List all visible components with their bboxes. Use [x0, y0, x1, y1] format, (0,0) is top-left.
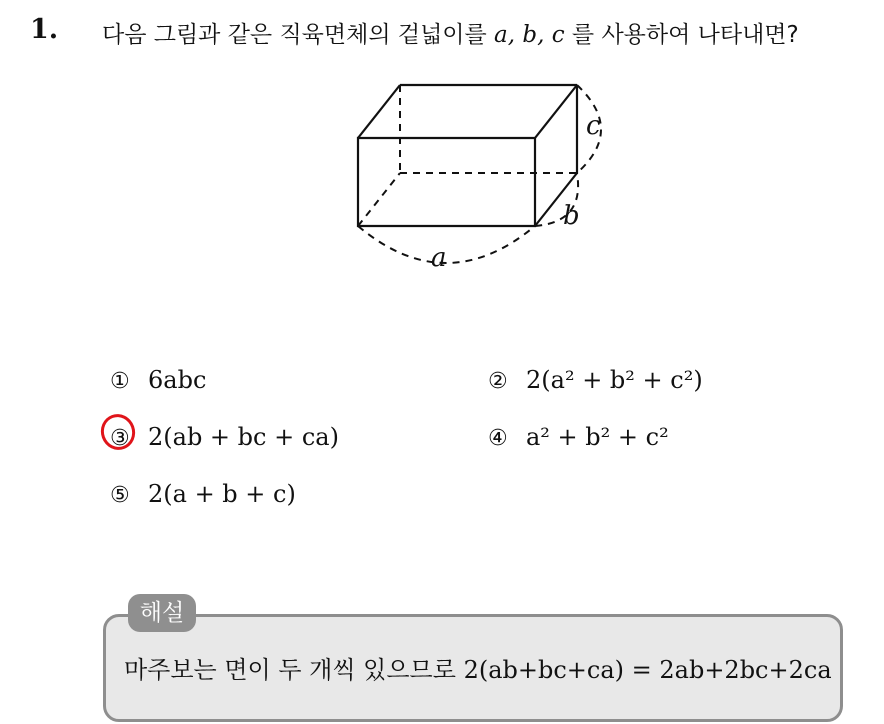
choice-4-mark: ④: [488, 426, 508, 451]
choice-3-mark: ③: [110, 426, 130, 451]
question-variables: a, b, c: [494, 22, 565, 48]
solution-expr: 2(ab+bc+ca) = 2ab+2bc+2ca: [463, 656, 832, 684]
choice-1-expr: 6abc: [148, 366, 207, 394]
choice-3[interactable]: [110, 423, 339, 451]
choice-4-expr: a² + b² + c²: [526, 423, 669, 451]
question-text-before: 다음 그림과 같은 직육면체의 겉넓이를: [102, 22, 487, 48]
choice-1[interactable]: [110, 366, 206, 394]
choice-2[interactable]: [488, 366, 703, 394]
solution-tag: 해설: [128, 594, 196, 632]
question-number: 1.: [30, 14, 59, 45]
choice-3-expr: 2(ab + bc + ca): [148, 423, 339, 451]
choice-4[interactable]: [488, 423, 669, 451]
solution-text: [124, 650, 832, 685]
label-b: b: [563, 201, 580, 231]
cuboid-hidden-bottom-left-edge: [358, 173, 400, 226]
choice-1-mark: ①: [110, 369, 130, 394]
choice-2-mark: ②: [488, 369, 508, 394]
cuboid-top-left-edge: [358, 85, 400, 138]
question-text-after: 를 사용하여 나타내면?: [571, 22, 799, 48]
choice-5-mark: ⑤: [110, 483, 130, 508]
cuboid-front-face: [358, 138, 535, 226]
choice-5-expr: 2(a + b + c): [148, 480, 296, 508]
choice-5[interactable]: [110, 480, 296, 508]
cuboid-top-right-edge: [535, 85, 577, 138]
solution-text-label: 마주보는 면이 두 개씩 있으므로: [124, 656, 456, 684]
choice-2-expr: 2(a² + b² + c²): [526, 366, 703, 394]
label-c: c: [586, 111, 601, 141]
label-a: a: [431, 243, 447, 273]
